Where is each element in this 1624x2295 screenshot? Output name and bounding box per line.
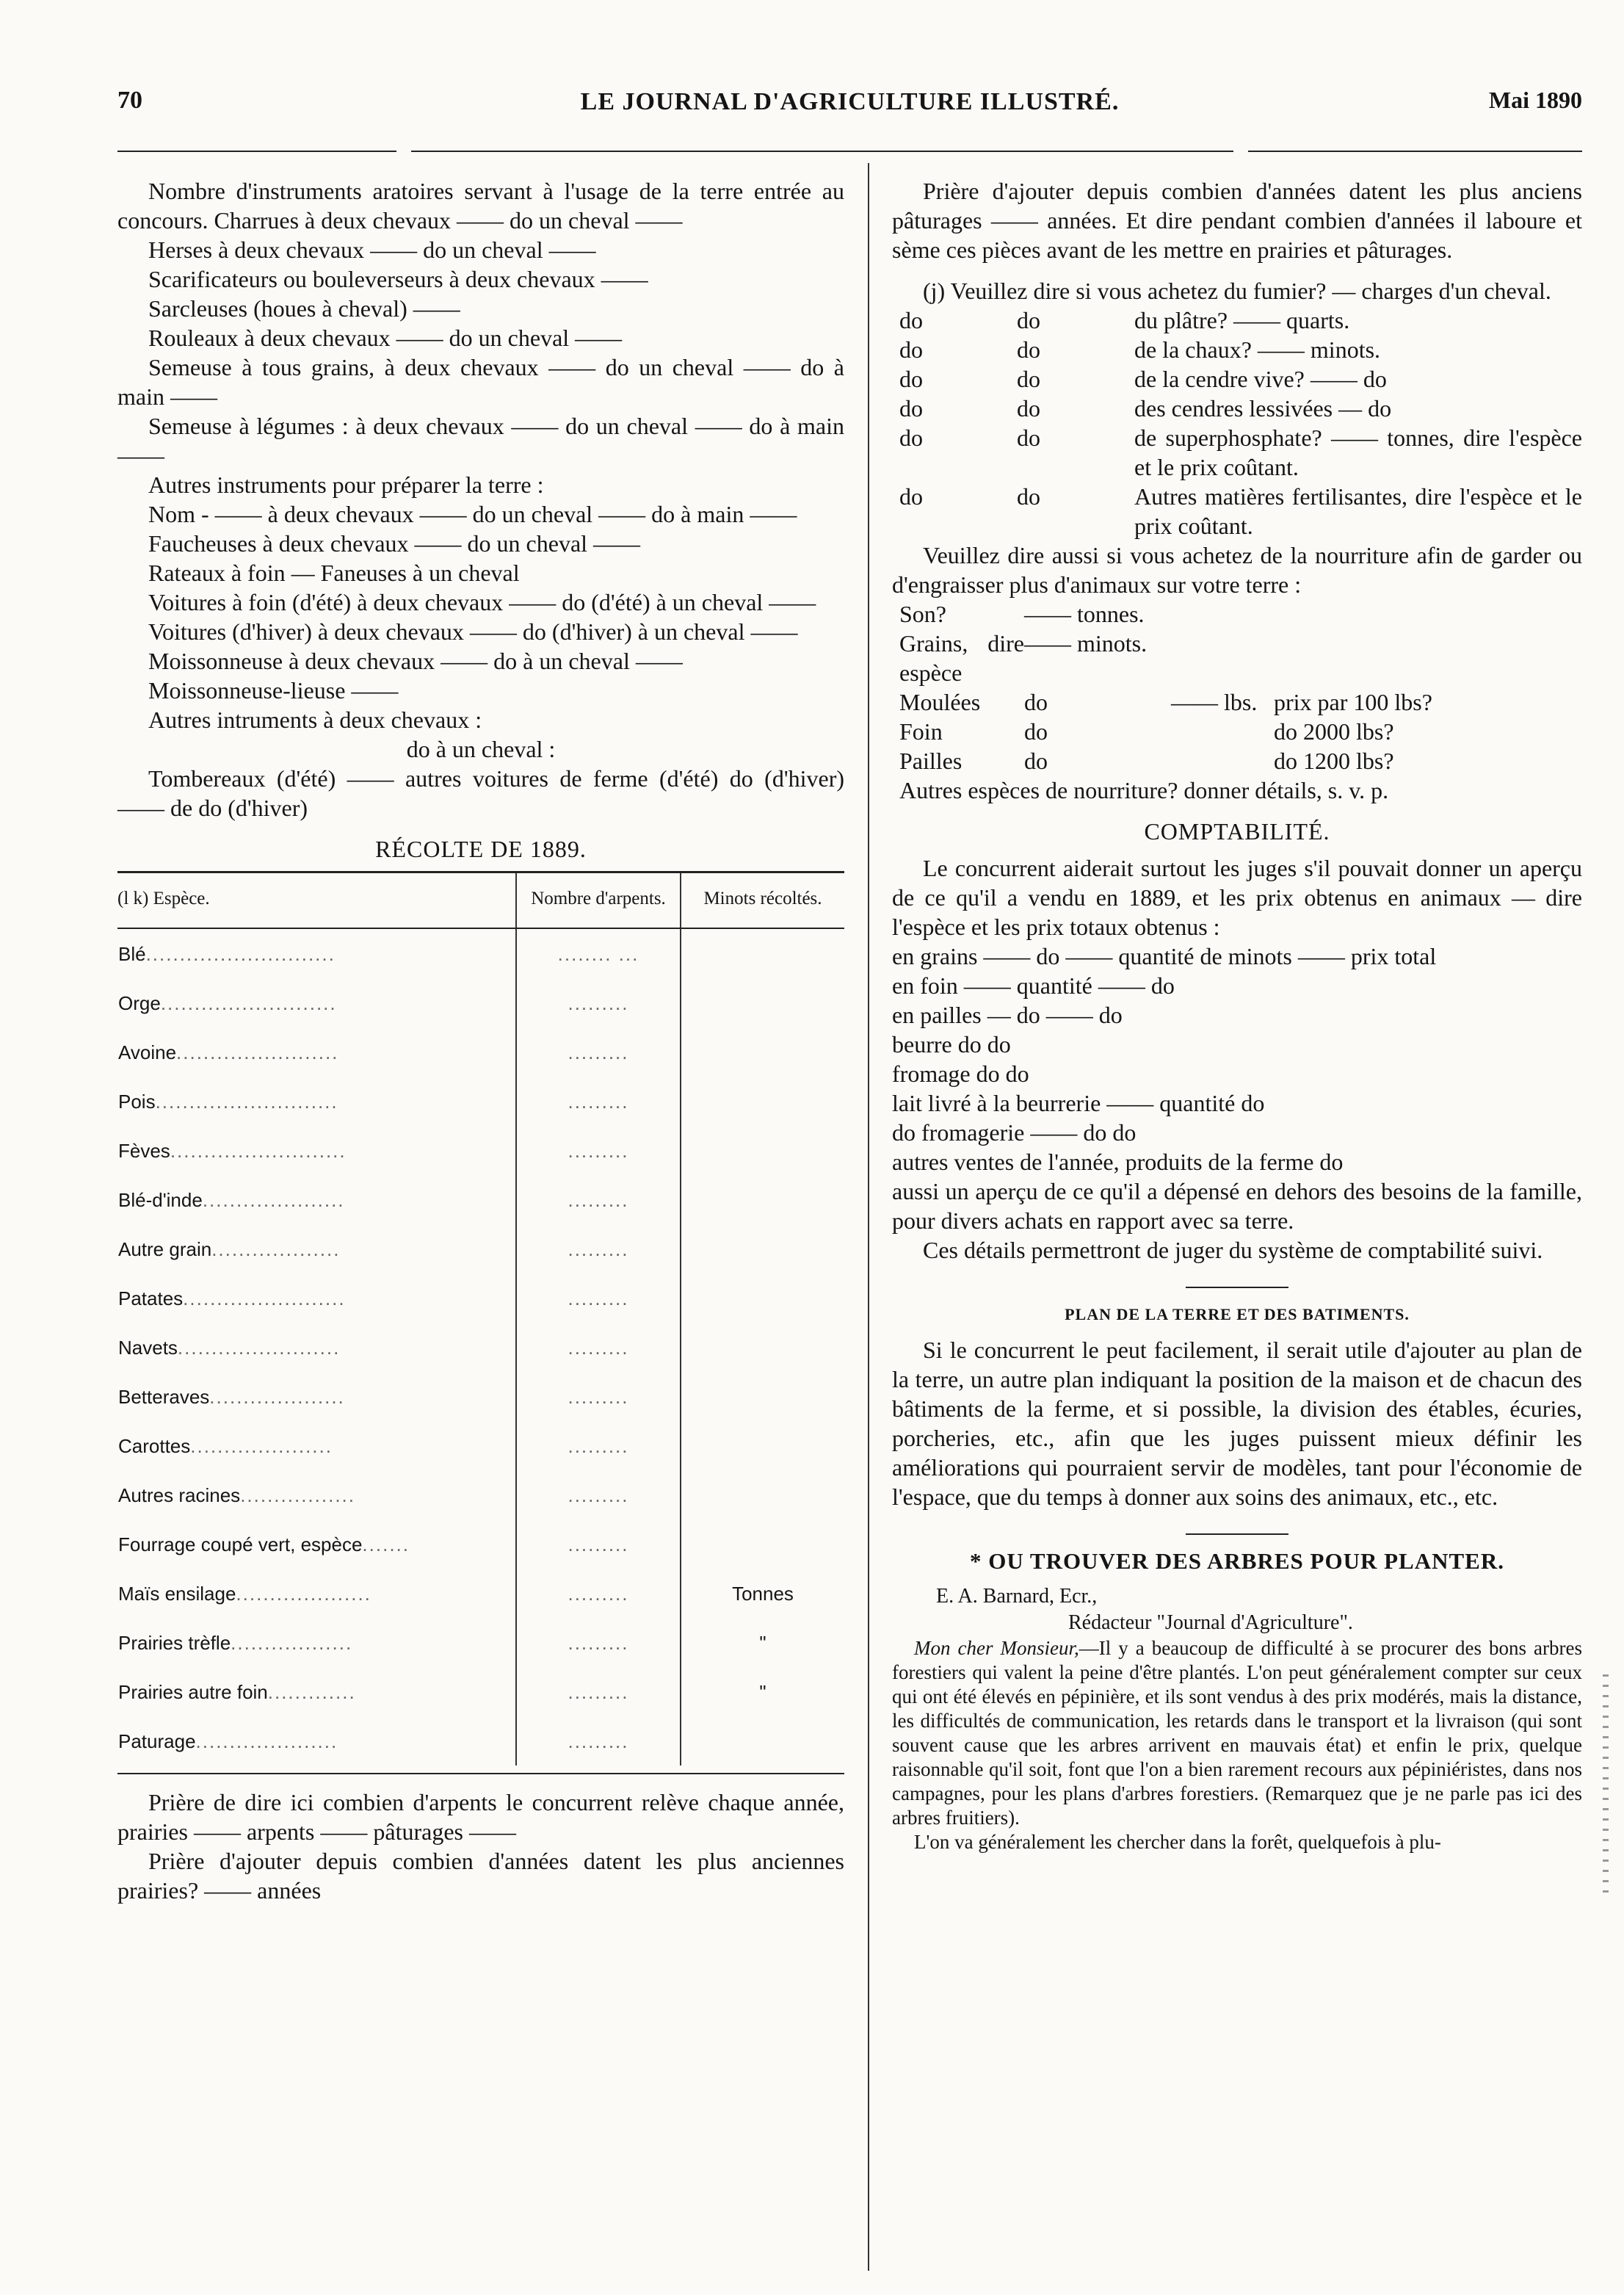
instrument-line: Semeuse à tous grains, à deux chevaux —— do un cheval —— do à main —— xyxy=(117,354,844,410)
acres-cell[interactable]: ......... xyxy=(516,1372,681,1421)
instrument-line: Rouleaux à deux chevaux —— do un cheval —— xyxy=(148,325,623,351)
column-divider xyxy=(868,163,869,2271)
bushels-cell[interactable] xyxy=(681,1027,844,1077)
bushels-cell[interactable]: Tonnes xyxy=(681,1569,844,1618)
crop-table-header xyxy=(117,872,844,929)
acres-cell[interactable]: ......... xyxy=(516,1077,681,1126)
header-acres: Nombre d'arpents. xyxy=(516,872,681,929)
crop-label: Autre grain................... xyxy=(118,1237,341,1260)
instrument-line: Nombre d'instruments aratoires servant à l'usage de la terre entrée au concours. Charrues à deux chevaux —— do un cheval —— xyxy=(117,178,844,234)
feed-other: Autres espèces de nourriture? donner détails, s. v. p. xyxy=(899,777,1389,803)
editor-line: Rédacteur "Journal d'Agriculture". xyxy=(1068,1611,1353,1634)
acres-cell[interactable]: ......... xyxy=(516,1716,681,1765)
crop-label: Patates........................ xyxy=(118,1287,346,1309)
instrument-line: Autres intruments à deux chevaux : xyxy=(148,706,482,733)
table-row xyxy=(117,1470,844,1519)
crop-label: Prairies trèfle.................. xyxy=(118,1631,353,1654)
manure-item: de superphosphate? —— tonnes, dire l'espèce et le prix coûtant. xyxy=(1134,424,1582,480)
table-row xyxy=(117,1224,844,1273)
table-row xyxy=(117,1027,844,1077)
compta-line: fromage do do xyxy=(892,1060,1029,1087)
bushels-cell[interactable] xyxy=(681,1323,844,1372)
salutation: Mon cher Monsieur, xyxy=(914,1637,1079,1659)
crop-label: Avoine........................ xyxy=(118,1041,339,1063)
bushels-cell[interactable]: " xyxy=(681,1618,844,1667)
acres-cell[interactable]: ......... xyxy=(516,1618,681,1667)
table-row xyxy=(117,1421,844,1470)
manure-item: des cendres lessivées — do xyxy=(1134,395,1392,422)
instrument-line: Semeuse à légumes : à deux chevaux —— do un cheval —— do à main —— xyxy=(117,413,844,469)
bushels-cell[interactable] xyxy=(681,1372,844,1421)
page-number: 70 xyxy=(117,87,142,114)
closing-line: Prière d'ajouter depuis combien d'années datent les plus anciennes prairies? —— années xyxy=(117,1848,844,1904)
header-rule-right xyxy=(1248,151,1582,152)
letter-last-line: L'on va généralement les chercher dans la forêt, quelquefois à plu- xyxy=(914,1831,1441,1853)
crop-label: Orge.......................... xyxy=(118,991,337,1014)
compta-more: aussi un aperçu de ce qu'il a dépensé en dehors des besoins de la famille, pour divers achats en rapport avec sa terre. xyxy=(892,1178,1582,1234)
bushels-cell[interactable] xyxy=(681,1224,844,1273)
acres-cell[interactable]: ......... xyxy=(516,1421,681,1470)
instruments-section xyxy=(117,176,844,823)
acres-cell[interactable]: ......... xyxy=(516,1224,681,1273)
instrument-line: Nom - —— à deux chevaux —— do un cheval —— do à main —— xyxy=(148,501,797,527)
instrument-line: Voitures (d'hiver) à deux chevaux —— do (d'hiver) à un cheval —— xyxy=(148,618,798,645)
header-species: (l k) Espèce. xyxy=(117,872,516,929)
bushels-cell[interactable] xyxy=(681,1175,844,1224)
manure-item: de la chaux? —— minots. xyxy=(1134,336,1381,363)
plan-title: PLAN DE LA TERRE ET DES BATIMENTS. xyxy=(1065,1305,1410,1323)
header-rule-left xyxy=(117,151,396,152)
crop-label: Autres racines................. xyxy=(118,1483,355,1506)
table-row xyxy=(117,1667,844,1716)
acres-cell[interactable]: ......... xyxy=(516,1027,681,1077)
table-row xyxy=(117,1569,844,1618)
bushels-cell[interactable] xyxy=(681,1519,844,1569)
bushels-cell[interactable] xyxy=(681,1421,844,1470)
crop-label: Betteraves.................... xyxy=(118,1385,345,1408)
bushels-cell[interactable] xyxy=(681,1273,844,1323)
compta-intro: Le concurrent aiderait surtout les juges s'il pouvait donner un aperçu de ce qu'il a vendu en 1889, et les prix obtenus en animaux — dire l'espèce et les prix totaux obtenus : xyxy=(892,855,1582,940)
crop-label: Blé-d'inde..................... xyxy=(118,1188,345,1211)
instrument-line: Moissonneuse-lieuse —— xyxy=(148,677,399,704)
table-row xyxy=(117,1323,844,1372)
acres-cell[interactable]: ......... xyxy=(516,1667,681,1716)
table-bottom-rule xyxy=(117,1773,844,1774)
instrument-line: Faucheuses à deux chevaux —— do un cheval —— xyxy=(148,530,641,557)
instrument-line: Rateaux à foin — Faneuses à un cheval xyxy=(148,560,520,586)
acres-cell[interactable]: ......... xyxy=(516,1273,681,1323)
plan-paragraph: Si le concurrent le peut facilement, il serait utile d'ajouter au plan de la terre, un autre plan indiquant la position de la maison et de chacun des bâtiments de la ferme, et si possible, la division des étables, écuries, porcheries, etc., afin que les juges puissent mieux définir les améliorations qui pourraient servir de modèles, tant pour l'économie de l'espace, que du temps à donner aux soins des animaux, etc., etc. xyxy=(892,1337,1582,1510)
acres-cell[interactable]: ......... xyxy=(516,1175,681,1224)
compta-line: lait livré à la beurrerie —— quantité do xyxy=(892,1090,1265,1116)
crop-label: Blé............................ xyxy=(118,942,336,965)
section-separator xyxy=(1186,1287,1288,1288)
bushels-cell[interactable] xyxy=(681,928,844,978)
compta-line: do fromagerie —— do do xyxy=(892,1119,1137,1146)
crop-label: Prairies autre foin............. xyxy=(118,1680,356,1703)
acres-cell[interactable]: ......... xyxy=(516,1470,681,1519)
crop-label: Paturage..................... xyxy=(118,1730,338,1752)
header-bushels: Minots récoltés. xyxy=(681,872,844,929)
table-row xyxy=(117,1618,844,1667)
acres-cell[interactable]: ......... xyxy=(516,1519,681,1569)
manure-item: de la cendre vive? —— do xyxy=(1134,366,1387,392)
acres-cell[interactable]: ........ ... xyxy=(516,928,681,978)
letter-text: —Il y a beaucoup de difficulté à se procurer des bons arbres forestiers qui valent la peine d'être plantés. L'on peut généralement compter sur ceux qui ont été élevés en pépinière, et ils sont vendus à des prix modérés, mais la distance, les difficultés de communication, les retards dans le transport et la livraison (qui sont souvent cause que les arbres arrivent en mauvais état) et enfin le prix, quelque raisonnable qu'il soit, font que l'on a bien rarement recours aux pépiniéristes, dans nos campagnes, pour les plans d'arbres forestiers. (Remarquez que je ne parle pas ici des arbres fruitiers). xyxy=(892,1637,1582,1829)
crop-table xyxy=(117,871,844,1765)
manure-list: do do du plâtre? —— quarts. do do de la chaux? —— minots. do do de la cendre vive? —— do do do des cendres lessivées — do do do de superphosphate? —— tonnes, dire l'espèce et le prix coûtant. do do Autres matières fertilisantes, dire l'espèce et le prix coûtant. xyxy=(899,307,1582,539)
table-row xyxy=(117,1519,844,1569)
header-rule-mid xyxy=(411,151,1233,152)
trees-title: * OU TROUVER DES ARBRES POUR PLANTER. xyxy=(969,1548,1504,1574)
table-row xyxy=(117,1273,844,1323)
section-separator xyxy=(1186,1533,1288,1535)
left-column xyxy=(117,176,844,1905)
feed-intro: Veuillez dire aussi si vous achetez de la nourriture afin de garder ou d'engraisser plus d'animaux sur votre terre : xyxy=(892,542,1582,598)
acres-cell[interactable]: ......... xyxy=(516,978,681,1027)
instrument-line: Sarcleuses (houes à cheval) —— xyxy=(148,295,460,322)
compta-line: autres ventes de l'année, produits de la ferme do xyxy=(892,1149,1344,1175)
acres-cell[interactable]: ......... xyxy=(516,1323,681,1372)
crop-label: Maïs ensilage.................... xyxy=(118,1582,371,1605)
bushels-cell[interactable] xyxy=(681,1470,844,1519)
instrument-line: do à un cheval : xyxy=(406,736,556,762)
bushels-cell[interactable] xyxy=(681,1126,844,1175)
acres-cell[interactable]: ......... xyxy=(516,1126,681,1175)
pasture-paragraph: Prière d'ajouter depuis combien d'années datent les plus anciens pâturages —— années. Et dire pendant combien d'années il laboure et sème ces pièces avant de les mettre en prairies et pâturages. xyxy=(892,178,1582,263)
table-row xyxy=(117,1175,844,1224)
manure-item: Autres matières fertilisantes, dire l'espèce et le prix coûtant. xyxy=(1134,483,1582,539)
manure-intro: (j) Veuillez dire si vous achetez du fumier? — charges d'un cheval. xyxy=(923,278,1551,304)
instrument-line: Tombereaux (d'été) —— autres voitures de ferme (d'été) do (d'hiver) —— de do (d'hiver) xyxy=(117,765,844,821)
addressee: E. A. Barnard, Ecr., xyxy=(936,1585,1098,1608)
letter-body xyxy=(892,1636,1582,1854)
table-row xyxy=(117,928,844,978)
instrument-line: Scarificateurs ou bouleverseurs à deux chevaux —— xyxy=(148,266,648,292)
bushels-cell[interactable] xyxy=(681,1077,844,1126)
crop-label: Fourrage coupé vert, espèce....... xyxy=(118,1533,410,1555)
margin-perforation xyxy=(1603,1674,1609,1895)
bushels-cell[interactable] xyxy=(681,1716,844,1765)
instrument-line: Voitures à foin (d'été) à deux chevaux —— do (d'été) à un cheval —— xyxy=(148,589,816,615)
instrument-line: Autres instruments pour préparer la terre : xyxy=(148,471,544,498)
compta-line: en grains —— do —— quantité de minots —— prix total xyxy=(892,943,1437,969)
table-row xyxy=(117,1126,844,1175)
page-header xyxy=(117,87,1582,131)
closing-line: Prière de dire ici combien d'arpents le concurrent relève chaque année, prairies —— arpents —— pâturages —— xyxy=(117,1789,844,1845)
table-row xyxy=(117,978,844,1027)
compta-line: en pailles — do —— do xyxy=(892,1002,1123,1028)
bushels-cell[interactable]: " xyxy=(681,1667,844,1716)
feed-list: Son? —— tonnes. Grains, dire espèce —— minots. Moulées do —— lbs. prix par 100 lbs? Foin do do 2000 lbs? Pailles do do 1200 lbs? xyxy=(899,601,1432,774)
table-row xyxy=(117,1716,844,1765)
acres-cell[interactable]: ......... xyxy=(516,1569,681,1618)
right-column xyxy=(892,176,1582,1854)
crop-label: Pois........................... xyxy=(118,1090,338,1113)
manure-item: du plâtre? —— quarts. xyxy=(1134,307,1350,333)
compta-title: COMPTABILITÉ. xyxy=(1144,818,1330,845)
issue-date: Mai 1890 xyxy=(1488,87,1582,113)
table-row xyxy=(117,1372,844,1421)
bushels-cell[interactable] xyxy=(681,978,844,1027)
compta-line: en foin —— quantité —— do xyxy=(892,972,1175,999)
compta-end: Ces détails permettront de juger du système de comptabilité suivi. xyxy=(923,1237,1543,1263)
crop-label: Navets........................ xyxy=(118,1336,341,1359)
crop-label: Fèves.......................... xyxy=(118,1139,347,1162)
table-row xyxy=(117,1077,844,1126)
instrument-line: Moissonneuse à deux chevaux —— do à un cheval —— xyxy=(148,648,683,674)
compta-line: beurre do do xyxy=(892,1031,1011,1058)
journal-title: LE JOURNAL D'AGRICULTURE ILLUSTRÉ. xyxy=(580,88,1120,115)
instrument-line: Herses à deux chevaux —— do un cheval —— xyxy=(148,236,596,263)
crop-label: Carottes..................... xyxy=(118,1434,333,1457)
crop-section-title: RÉCOLTE DE 1889. xyxy=(375,836,587,862)
